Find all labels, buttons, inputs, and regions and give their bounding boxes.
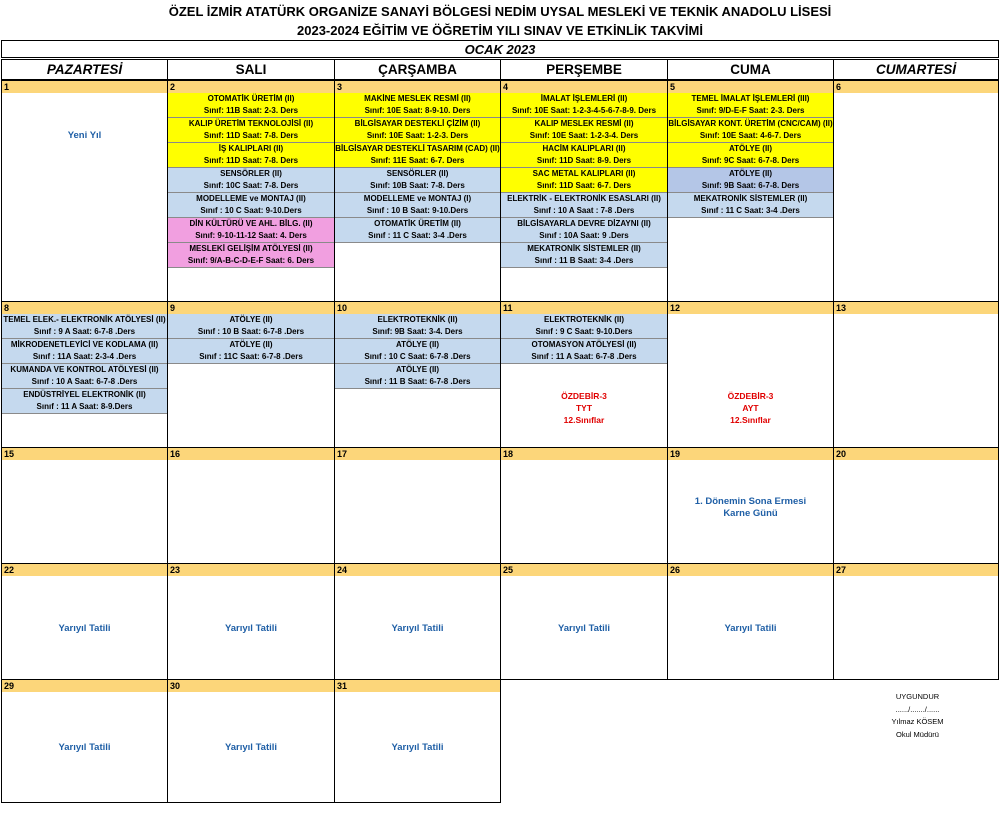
exam-course: ELEKTROTEKNİK (II) bbox=[377, 315, 458, 324]
day-cell bbox=[167, 447, 335, 564]
exam-entry bbox=[501, 143, 667, 168]
exam-course: OTOMATİK ÜRETİM (II) bbox=[207, 94, 295, 103]
day-header: PERŞEMBE bbox=[500, 59, 668, 80]
exam-entry bbox=[501, 218, 667, 243]
day-cell bbox=[1, 679, 168, 803]
day-number: 10 bbox=[335, 302, 500, 314]
exam-entry bbox=[2, 314, 167, 339]
exam-details: Sınıf: 9/D-E-F Saat: 2-3. Ders bbox=[696, 106, 805, 115]
exam-course: BİLGİSAYAR DESTEKLİ TASARIM (CAD) (II) bbox=[335, 144, 500, 153]
exam-course: HACİM KALIPLARI (II) bbox=[542, 144, 626, 153]
event-list bbox=[501, 93, 667, 268]
day-cell bbox=[500, 80, 668, 302]
day-cell bbox=[667, 447, 834, 564]
day-number: 18 bbox=[501, 448, 667, 460]
day-number: 15 bbox=[2, 448, 167, 460]
day-cell bbox=[833, 447, 999, 564]
exam-details: Sınıf: 9/A-B-C-D-E-F Saat: 6. Ders bbox=[187, 256, 315, 265]
exam-details: Sınıf: 10E Saat: 1-2-3-4. Ders bbox=[529, 131, 639, 140]
exam-details: Sınıf : 11 C Saat: 3-4 .Ders bbox=[368, 231, 467, 240]
day-note: Yarıyıl Tatili bbox=[58, 742, 111, 753]
day-number: 6 bbox=[834, 81, 998, 93]
exam-note: 12.Sınıflar bbox=[730, 415, 771, 425]
day-cell bbox=[667, 563, 834, 680]
exam-entry bbox=[335, 218, 500, 243]
day-number: 1 bbox=[2, 81, 167, 93]
exam-entry bbox=[501, 93, 667, 118]
day-note: 1. Dönemin Sona Ermesi bbox=[694, 496, 807, 507]
day-note: Yeni Yıl bbox=[67, 130, 102, 141]
day-cell bbox=[833, 563, 999, 680]
exam-details: Sınıf : 10 B Saat: 9-10.Ders bbox=[366, 206, 469, 215]
exam-details: Sınıf : 9 A Saat: 6-7-8 .Ders bbox=[33, 327, 136, 336]
exam-entry bbox=[668, 93, 833, 118]
exam-note: AYT bbox=[742, 403, 759, 413]
day-note: Karne Günü bbox=[723, 508, 778, 519]
exam-course: MODELLEME ve MONTAJ (II) bbox=[196, 194, 306, 203]
day-header: ÇARŞAMBA bbox=[334, 59, 501, 80]
exam-course: KUMANDA VE KONTROL ATÖLYESİ (II) bbox=[10, 365, 159, 374]
exam-note: TYT bbox=[575, 403, 593, 413]
day-cell bbox=[500, 301, 668, 448]
day-note: Yarıyıl Tatili bbox=[224, 623, 278, 634]
day-header: CUMA bbox=[667, 59, 834, 80]
event-list bbox=[335, 93, 500, 243]
day-note: Yarıyıl Tatili bbox=[58, 623, 111, 634]
exam-course: MAKİNE MESLEK RESMİ (II) bbox=[364, 94, 471, 103]
day-cell bbox=[1, 80, 168, 302]
exam-course: KALIP ÜRETİM TEKNOLOJİSİ (II) bbox=[188, 119, 314, 128]
exam-entry bbox=[335, 314, 500, 339]
exam-details: Sınıf: 11D Saat: 8-9. Ders bbox=[536, 156, 632, 165]
exam-details: Sınıf: 10E Saat: 4-6-7. Ders bbox=[699, 131, 802, 140]
approval-label: UYGUNDUR bbox=[895, 692, 940, 701]
exam-details: Sınıf: 10E Saat: 8-9-10. Ders bbox=[364, 106, 471, 115]
exam-details: Sınıf: 10C Saat: 7-8. Ders bbox=[203, 181, 299, 190]
exam-entry bbox=[335, 193, 500, 218]
exam-entry bbox=[668, 143, 833, 168]
day-number: 3 bbox=[335, 81, 500, 93]
exam-course: İMALAT İŞLEMLERİ (II) bbox=[540, 94, 628, 103]
exam-course: TEMEL İMALAT İŞLEMLERİ (III) bbox=[691, 94, 810, 103]
exam-course: BİLGİSAYARLA DEVRE DİZAYNI (II) bbox=[517, 219, 651, 228]
day-note: Yarıyıl Tatili bbox=[557, 623, 611, 634]
exam-entry bbox=[2, 389, 167, 414]
event-list bbox=[668, 93, 833, 218]
event-list bbox=[168, 93, 334, 268]
exam-course: ATÖLYE (II) bbox=[395, 365, 440, 374]
exam-entry bbox=[501, 339, 667, 364]
exam-details: Sınıf : 11 A Saat: 6-7-8 .Ders bbox=[531, 352, 637, 361]
exam-course: SENSÖRLER (II) bbox=[220, 169, 282, 178]
principal-name: Yılmaz KÖSEM bbox=[891, 717, 944, 726]
day-number: 5 bbox=[668, 81, 833, 93]
exam-course: İŞ KALIPLARI (II) bbox=[218, 144, 284, 153]
exam-entry bbox=[168, 193, 334, 218]
exam-entry bbox=[168, 118, 334, 143]
event-list bbox=[501, 314, 667, 364]
day-number: 8 bbox=[2, 302, 167, 314]
exam-details: Sınıf: 11B Saat: 2-3. Ders bbox=[203, 106, 299, 115]
exam-entry bbox=[501, 168, 667, 193]
day-cell bbox=[334, 301, 501, 448]
exam-entry bbox=[501, 118, 667, 143]
exam-entry bbox=[501, 243, 667, 268]
day-cell bbox=[1, 301, 168, 448]
day-header: SALI bbox=[167, 59, 335, 80]
exam-course: BİLGİSAYAR DESTEKLİ ÇİZİM (II) bbox=[354, 119, 481, 128]
day-cell bbox=[500, 447, 668, 564]
day-cell bbox=[167, 80, 335, 302]
day-cell bbox=[833, 301, 999, 448]
day-cell bbox=[500, 563, 668, 680]
exam-details: Sınıf : 10 B Saat: 6-7-8 .Ders bbox=[197, 327, 305, 336]
exam-course: BİLGİSAYAR KONT. ÜRETİM (CNC/CAM) (II) bbox=[668, 119, 833, 128]
exam-entry bbox=[335, 93, 500, 118]
event-list bbox=[2, 314, 167, 414]
exam-details: Sınıf : 10 C Saat: 9-10.Ders bbox=[200, 206, 302, 215]
exam-note: ÖZDEBİR-3 bbox=[561, 391, 607, 401]
day-cell bbox=[167, 563, 335, 680]
exam-entry bbox=[501, 314, 667, 339]
exam-entry bbox=[335, 143, 500, 168]
exam-course: OTOMATİK ÜRETİM (II) bbox=[374, 219, 461, 228]
month-title: OCAK 2023 bbox=[1, 40, 999, 58]
day-number: 25 bbox=[501, 564, 667, 576]
day-number: 4 bbox=[501, 81, 667, 93]
exam-entry bbox=[168, 143, 334, 168]
day-cell bbox=[1, 563, 168, 680]
exam-course: ATÖLYE (II) bbox=[395, 340, 440, 349]
day-number: 11 bbox=[501, 302, 667, 314]
exam-details: Sınıf : 11A Saat: 2-3-4 .Ders bbox=[32, 352, 137, 361]
day-cell bbox=[167, 301, 335, 448]
day-number: 19 bbox=[668, 448, 833, 460]
exam-details: Sınıf : 11 C Saat: 3-4 .Ders bbox=[701, 206, 800, 215]
exam-entry bbox=[335, 168, 500, 193]
exam-note: 12.Sınıflar bbox=[563, 415, 605, 425]
event-list bbox=[335, 314, 500, 389]
day-number: 26 bbox=[668, 564, 833, 576]
day-note: Yarıyıl Tatili bbox=[391, 742, 444, 753]
exam-details: Sınıf: 11D Saat: 7-8. Ders bbox=[203, 156, 299, 165]
day-number: 29 bbox=[2, 680, 167, 692]
exam-entry bbox=[2, 339, 167, 364]
exam-course: MEKATRONİK SİSTEMLER (II) bbox=[527, 244, 641, 253]
exam-entry bbox=[335, 118, 500, 143]
exam-details: Sınıf : 11 B Saat: 3-4 .Ders bbox=[534, 256, 634, 265]
exam-entry bbox=[168, 168, 334, 193]
exam-course: ATÖLYE (II) bbox=[728, 169, 773, 178]
exam-details: Sınıf : 11 B Saat: 6-7-8 .Ders bbox=[364, 377, 471, 386]
day-cell bbox=[334, 447, 501, 564]
exam-details: Sınıf : 11 A Saat: 8-9.Ders bbox=[36, 402, 133, 411]
exam-course: ATÖLYE (II) bbox=[728, 144, 773, 153]
exam-entry bbox=[168, 243, 334, 268]
day-cell bbox=[167, 679, 335, 803]
day-number: 27 bbox=[834, 564, 998, 576]
day-header: PAZARTESİ bbox=[1, 59, 168, 80]
exam-entry bbox=[168, 314, 334, 339]
exam-course: SAC METAL KALIPLARI (II) bbox=[532, 169, 636, 178]
school-title: ÖZEL İZMİR ATATÜRK ORGANİZE SANAYİ BÖLGESİ NEDİM UYSAL MESLEKİ VE TEKNİK ANADOLU LİSESİ bbox=[168, 4, 832, 19]
principal-title: Okul Müdürü bbox=[896, 730, 939, 739]
day-note: Yarıyıl Tatili bbox=[391, 623, 444, 634]
exam-entry bbox=[2, 364, 167, 389]
day-cell bbox=[667, 301, 834, 448]
exam-details: Sınıf: 10E Saat: 1-2-3-4-5-6-7-8-9. Ders bbox=[511, 106, 657, 115]
day-cell bbox=[667, 80, 834, 302]
event-list bbox=[168, 314, 334, 364]
day-cell bbox=[334, 80, 501, 302]
approval-date: ....../......./...... bbox=[895, 705, 940, 714]
day-number: 22 bbox=[2, 564, 167, 576]
exam-details: Sınıf : 10 A Saat: 6-7-8 .Ders bbox=[31, 377, 138, 386]
exam-course: MODELLEME ve MONTAJ (I) bbox=[363, 194, 472, 203]
exam-course: OTOMASYON ATÖLYESİ (II) bbox=[531, 340, 637, 349]
day-number: 17 bbox=[335, 448, 500, 460]
exam-course: ENDÜSTRİYEL ELEKTRONİK (II) bbox=[23, 390, 146, 399]
day-number: 13 bbox=[834, 302, 998, 314]
exam-entry bbox=[335, 339, 500, 364]
exam-details: Sınıf: 9C Saat: 6-7-8. Ders bbox=[701, 156, 800, 165]
day-cell bbox=[334, 679, 501, 803]
exam-details: Sınıf : 10A Saat: 9 .Ders bbox=[539, 231, 629, 240]
exam-course: TEMEL ELEK.- ELEKTRONİK ATÖLYESİ (II) bbox=[3, 315, 166, 324]
exam-details: Sınıf : 10 C Saat: 6-7-8 .Ders bbox=[364, 352, 471, 361]
day-number: 23 bbox=[168, 564, 334, 576]
day-number: 24 bbox=[335, 564, 500, 576]
exam-note: ÖZDEBİR-3 bbox=[727, 391, 774, 401]
exam-entry bbox=[668, 168, 833, 193]
exam-entry bbox=[501, 193, 667, 218]
exam-entry bbox=[168, 339, 334, 364]
exam-details: Sınıf : 9 C Saat: 9-10.Ders bbox=[535, 327, 633, 336]
day-number: 2 bbox=[168, 81, 334, 93]
day-number: 12 bbox=[668, 302, 833, 314]
exam-course: ELEKTROTEKNİK (II) bbox=[544, 315, 624, 324]
exam-details: Sınıf: 10E Saat: 1-2-3. Ders bbox=[366, 131, 469, 140]
exam-course: ATÖLYE (II) bbox=[229, 340, 273, 349]
exam-entry bbox=[335, 364, 500, 389]
day-note: Yarıyıl Tatili bbox=[724, 623, 777, 634]
exam-details: Sınıf: 9B Saat: 6-7-8. Ders bbox=[701, 181, 800, 190]
exam-course: MESLEKİ GELİŞİM ATÖLYESİ (II) bbox=[189, 244, 313, 253]
exam-course: MİKRODENETLEYİCİ VE KODLAMA (II) bbox=[10, 340, 159, 349]
exam-details: Sınıf : 11C Saat: 6-7-8 .Ders bbox=[199, 352, 303, 361]
exam-course: ELEKTRİK - ELEKTRONİK ESASLARI (II) bbox=[507, 194, 661, 203]
exam-course: KALIP MESLEK RESMİ (II) bbox=[534, 119, 634, 128]
exam-course: DİN KÜLTÜRÜ VE AHL. BİLG. (II) bbox=[189, 219, 313, 228]
day-note: Yarıyıl Tatili bbox=[224, 742, 278, 753]
exam-details: Sınıf: 11E Saat: 6-7. Ders bbox=[370, 156, 465, 165]
day-number: 16 bbox=[168, 448, 334, 460]
day-number: 30 bbox=[168, 680, 334, 692]
exam-entry bbox=[168, 93, 334, 118]
day-number: 9 bbox=[168, 302, 334, 314]
exam-details: Sınıf: 9-10-11-12 Saat: 4. Ders bbox=[195, 231, 307, 240]
day-number: 31 bbox=[335, 680, 500, 692]
exam-entry bbox=[668, 193, 833, 218]
exam-details: Sınıf: 9B Saat: 3-4. Ders bbox=[372, 327, 463, 336]
exam-entry bbox=[168, 218, 334, 243]
calendar-title: 2023-2024 EĞİTİM VE ÖĞRETİM YILI SINAV VE ETKİNLİK TAKVİMİ bbox=[297, 23, 703, 38]
day-cell bbox=[833, 80, 999, 302]
exam-course: ATÖLYE (II) bbox=[229, 315, 273, 324]
exam-entry bbox=[668, 118, 833, 143]
day-number: 20 bbox=[834, 448, 998, 460]
exam-details: Sınıf: 11D Saat: 7-8. Ders bbox=[203, 131, 299, 140]
day-cell bbox=[334, 563, 501, 680]
day-header: CUMARTESİ bbox=[833, 59, 999, 80]
exam-details: Sınıf: 11D Saat: 6-7. Ders bbox=[536, 181, 632, 190]
exam-details: Sınıf : 10 A Saat : 7-8 .Ders bbox=[533, 206, 635, 215]
day-cell bbox=[1, 447, 168, 564]
exam-course: SENSÖRLER (II) bbox=[386, 169, 449, 178]
exam-course: MEKATRONİK SİSTEMLER (II) bbox=[693, 194, 808, 203]
exam-details: Sınıf: 10B Saat: 7-8. Ders bbox=[370, 181, 465, 190]
